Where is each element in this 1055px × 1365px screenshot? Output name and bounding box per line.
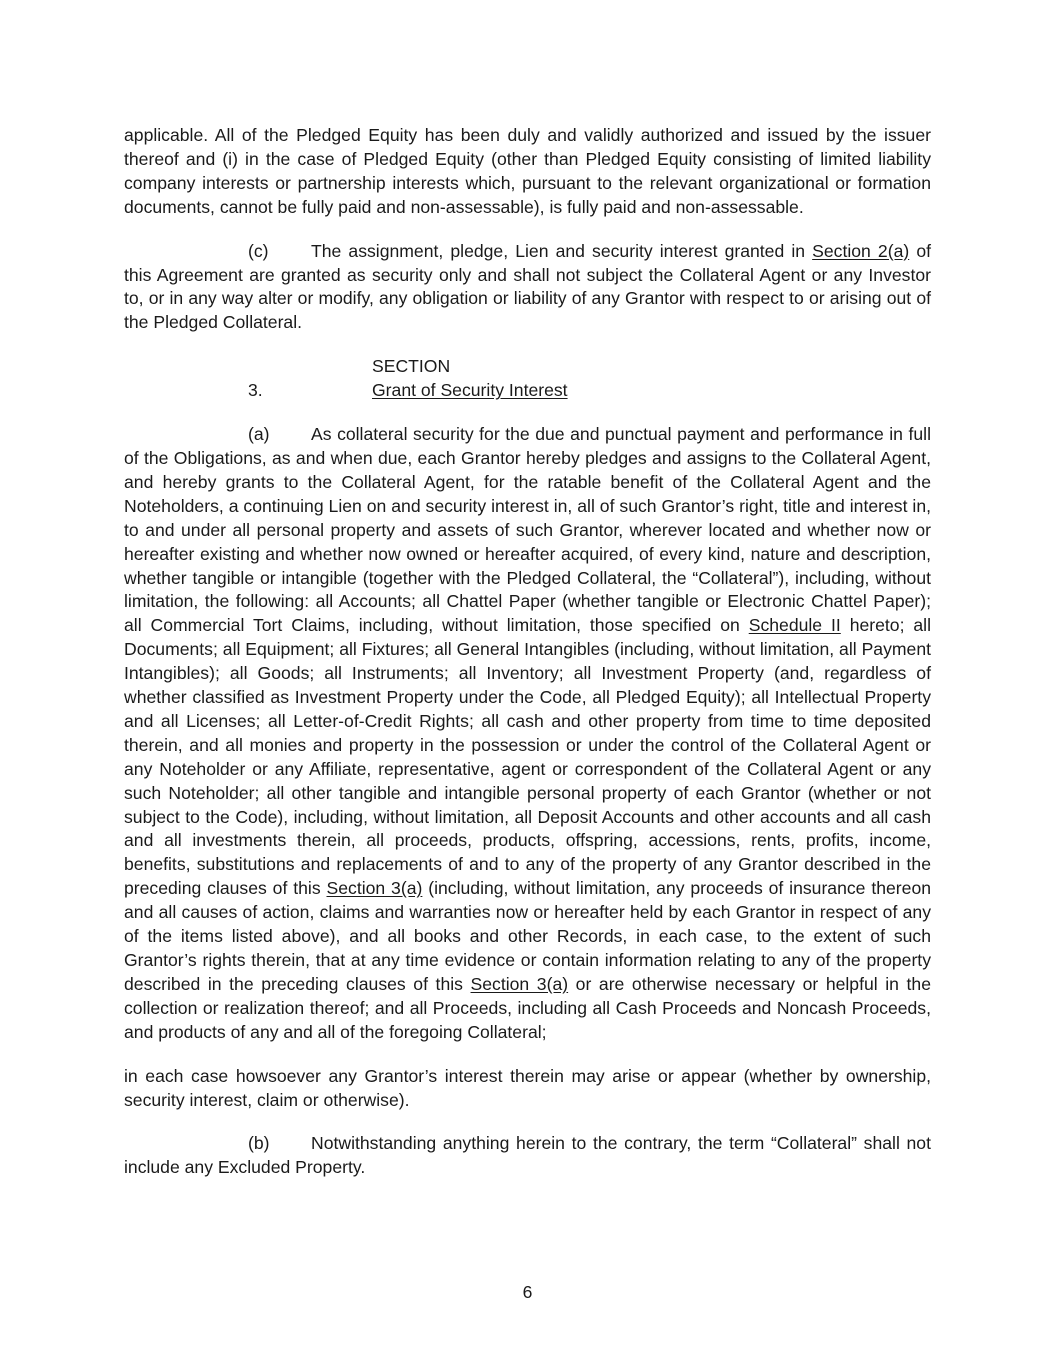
paragraph-a-text-4: or are otherwise necessary or helpful in the collection or realization thereof; and all Proceeds, including all Cash Proceeds and Noncash Proceeds, and products of any and all of the foregoing Collateral; (124, 973, 931, 1042)
paragraph-c-text-1: The assignment, pledge, Lien and security interest granted in (311, 240, 813, 261)
paragraph-a-text-2: hereto; all Documents; all Equipment; all Fixtures; all General Intangibles (including, without limitation, all Payment Intangibles); all Goods; all Instruments; all Inventory; all Investment Property (and, regardless of whether classified as Investment Property under the Code, all Pledged Equity); all Intellectual Property and all Licenses; all Letter-of-Credit Rights; all cash and other property from time to time deposited therein, and all monies and property in the possession or under the control of the Collateral Agent or any Noteholder or any Affiliate, representative, agent or correspondent of the Collateral Agent or any such Noteholder; all other tangible and intangible personal property of each Grantor (whether or not subject to the Code), including, without limitation, all Deposit Accounts and other accounts and all cash and all investments therein, all proceeds, products, offspring, accessions, rents, profits, income, benefits, substitutions and replacements of and to any of the property of any Grantor described in the preceding clauses of this (124, 615, 931, 899)
section-3-title: Grant of Security Interest (372, 380, 568, 401)
paragraph-pledged-equity: applicable. All of the Pledged Equity has been duly and validly authorized and issued by the issuer thereof and (i) in the case of Pledged Equity (other than Pledged Equity consisting of limited liability company interests or partnership interests which, pursuant to the relevant organizational or formation documents, cannot be fully paid and non-assessable), is fully paid and non-assessable. (124, 125, 931, 217)
clause-label-a: (a) (248, 424, 270, 445)
section-3-heading (124, 355, 931, 403)
clause-label-c: (c) (248, 240, 269, 261)
page-number: 6 (522, 1282, 533, 1302)
section-2a-reference-link[interactable]: Section 2(a) (812, 240, 910, 261)
clause-label-b: (b) (248, 1133, 270, 1154)
paragraph-a-text-1: As collateral security for the due and punctual payment and performance in full of the Obligations, as and when due, each Grantor hereby pledges and assigns to the Collateral Agent, and hereby grants to the Collateral Agent, for the ratable benefit of the Collateral Agent and the Noteholders, a continuing Lien on and security interest in, all of such Grantor’s right, title and interest in, to and under all personal property and assets of such Grantor, wherever located and whether now or hereafter existing and whether now owned or hereafter acquired, of every kind, nature and description, whether tangible or intangible (together with the Pledged Collateral, the “Collateral”), including, without limitation, the following: all Accounts; all Chattel Paper (whether tangible or Electronic Chattel Paper); all Commercial Tort Claims, including, without limitation, those specified on (124, 424, 931, 636)
paragraph-b-text: Notwithstanding anything herein to the contrary, the term “Collateral” shall not include any Excluded Property. (124, 1133, 931, 1178)
paragraph-a-text-3: (including, without limitation, any proceeds of insurance thereon and all causes of action, claims and warranties now or hereafter held by each Grantor in respect of any of the items listed above), and all books and other Records, in each case, to the extent of such Grantor’s rights therein, that at any time evidence or contain information relating to any of the property described in the preceding clauses of this (124, 878, 932, 994)
section-3-number: SECTION 3. (248, 356, 451, 401)
paragraph-c (124, 240, 931, 336)
paragraph-b (124, 1132, 931, 1180)
paragraph-c-text-2: of this Agreement are granted as security only and shall not subject the Collateral Agent or any Investor to, or in any way alter or modify, any obligation or liability of any Grantor with respect to or arising out of the Pledged Collateral. (124, 240, 931, 333)
paragraph-tail: in each case howsoever any Grantor’s interest therein may arise or appear (whether by ownership, security interest, claim or otherwise). (124, 1065, 931, 1110)
paragraph-a (124, 423, 931, 1045)
section-3a-reference-link-2[interactable]: Section 3(a) (470, 973, 569, 994)
section-3a-reference-link[interactable]: Section 3(a) (326, 878, 423, 899)
document-body (124, 124, 931, 1200)
schedule-ii-reference-link[interactable]: Schedule II (748, 615, 841, 636)
